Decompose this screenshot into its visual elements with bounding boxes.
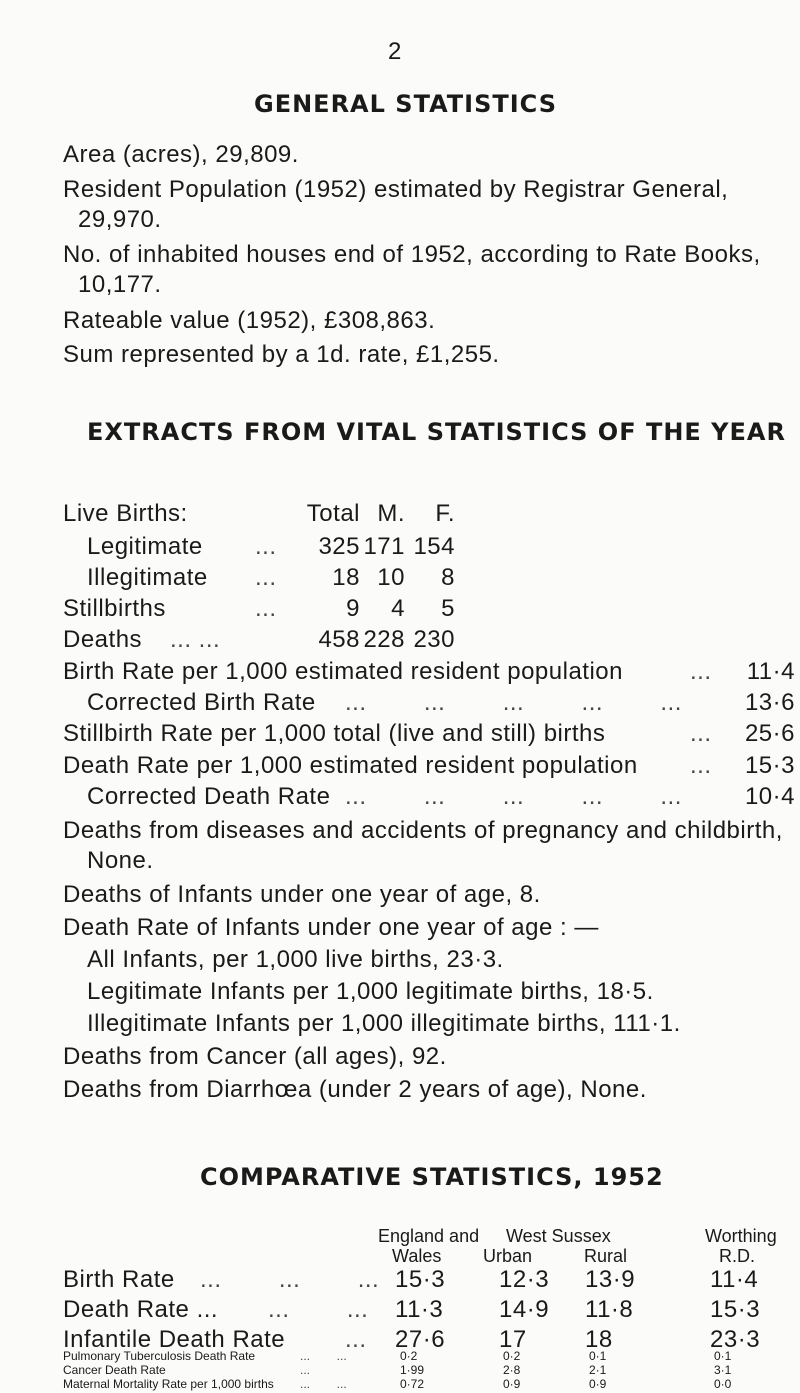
rate-value: 15·3 xyxy=(744,752,795,779)
comparative-row-dots: ... xyxy=(345,1326,367,1353)
vital-row-total: 325 xyxy=(318,533,360,560)
col-urban: Urban xyxy=(483,1246,533,1266)
comparative-rural-value: 13·9 xyxy=(585,1266,636,1293)
comparative-row-label: Pulmonary Tuberculosis Death Rate xyxy=(63,1349,256,1363)
rate-value: 25·6 xyxy=(744,720,795,747)
houses-value: 10,177. xyxy=(78,271,162,298)
vital-row-total: 18 xyxy=(332,564,360,591)
comparative-ew-value: 0·2 xyxy=(400,1349,418,1363)
col-rural: Rural xyxy=(584,1246,628,1266)
pregnancy-value: None. xyxy=(87,847,154,874)
rate-dots: ... xyxy=(690,720,712,747)
rate-label: Stillbirth Rate per 1,000 total (live and still) births xyxy=(63,720,606,747)
vital-row-f: 5 xyxy=(441,595,455,622)
comparative-worthing-value: 11·4 xyxy=(710,1266,759,1293)
vital-row-f: 230 xyxy=(413,626,455,653)
comparative-ew-value: 0·72 xyxy=(400,1377,425,1391)
penny-rate-line: Sum represented by a 1d. rate, £1,255. xyxy=(63,341,500,368)
comparative-urban-value: 12·3 xyxy=(499,1266,550,1293)
rate-dots: ... xyxy=(690,752,712,779)
comparative-row-dots: ... ... xyxy=(300,1377,347,1391)
population-value: 29,970. xyxy=(78,206,162,233)
comparative-row-label: Death Rate ... xyxy=(63,1296,219,1323)
col-worthing: Worthing xyxy=(705,1226,777,1246)
comparative-row-dots: ... ... xyxy=(300,1349,347,1363)
rate-value: 10·4 xyxy=(744,783,795,810)
legitimate-infants-line: Legitimate Infants per 1,000 legitimate births, 18·5. xyxy=(87,978,654,1005)
vital-row-total: 458 xyxy=(318,626,360,653)
vital-row-m: 171 xyxy=(363,533,405,560)
rate-label: Corrected Birth Rate xyxy=(87,689,316,716)
all-infants-line: All Infants, per 1,000 live births, 23·3. xyxy=(87,946,504,973)
vital-row-f: 154 xyxy=(413,533,455,560)
comparative-urban-value: 0·9 xyxy=(503,1377,521,1391)
vital-row-total: 9 xyxy=(346,595,360,622)
rate-dots: ... ... ... ... ... xyxy=(345,783,682,810)
comparative-ew-value: 27·6 xyxy=(395,1326,446,1353)
houses-line: No. of inhabited houses end of 1952, according to Rate Books, xyxy=(63,241,761,268)
rate-dots: ... xyxy=(690,658,712,685)
general-statistics-heading: GENERAL STATISTICS xyxy=(254,90,558,118)
vital-row-dots: ... xyxy=(255,595,277,622)
pregnancy-line: Deaths from diseases and accidents of pregnancy and childbirth, xyxy=(63,817,783,844)
col-england-wales-line2: Wales xyxy=(392,1246,442,1266)
comparative-urban-value: 2·8 xyxy=(503,1363,521,1377)
comparative-row-dots: ... ... ... xyxy=(200,1266,380,1293)
vital-row-f: 8 xyxy=(441,564,455,591)
col-f-header: F. xyxy=(435,500,455,527)
comparative-urban-value: 17 xyxy=(499,1326,527,1353)
population-line: Resident Population (1952) estimated by Registrar General, xyxy=(63,176,729,203)
comparative-row-label: Birth Rate xyxy=(63,1266,175,1293)
col-rd: R.D. xyxy=(719,1246,755,1266)
diarrhoea-deaths-line: Deaths from Diarrhœa (under 2 years of age), None. xyxy=(63,1076,647,1103)
comparative-urban-value: 14·9 xyxy=(499,1296,550,1323)
vital-row-m: 4 xyxy=(391,595,405,622)
rate-value: 11·4 xyxy=(746,658,795,685)
rateable-value-line: Rateable value (1952), £308,863. xyxy=(63,307,436,334)
vital-row-dots: ... ... xyxy=(170,626,221,653)
comparative-worthing-value: 3·1 xyxy=(714,1363,732,1377)
comparative-ew-value: 11·3 xyxy=(395,1296,444,1323)
area-line: Area (acres), 29,809. xyxy=(63,141,299,168)
rate-label: Death Rate per 1,000 estimated resident population xyxy=(63,752,638,779)
comparative-urban-value: 0·2 xyxy=(503,1349,521,1363)
vital-row-m: 228 xyxy=(363,626,405,653)
rate-value: 13·6 xyxy=(744,689,795,716)
comparative-worthing-value: 23·3 xyxy=(710,1326,761,1353)
rate-dots: ... ... ... ... ... xyxy=(345,689,682,716)
col-m-header: M. xyxy=(377,500,405,527)
vital-row-label: Stillbirths xyxy=(63,595,166,622)
comparative-worthing-value: 15·3 xyxy=(710,1296,761,1323)
vital-row-dots: ... xyxy=(255,533,277,560)
comparative-row-label: Cancer Death Rate xyxy=(63,1363,166,1377)
comparative-rural-value: 18 xyxy=(585,1326,613,1353)
comparative-ew-value: 15·3 xyxy=(395,1266,446,1293)
cancer-deaths-line: Deaths from Cancer (all ages), 92. xyxy=(63,1043,447,1070)
vital-statistics-heading: EXTRACTS FROM VITAL STATISTICS OF THE YEAR xyxy=(87,418,786,446)
infant-deaths-line: Deaths of Infants under one year of age, 8. xyxy=(63,881,541,908)
comparative-worthing-value: 0·0 xyxy=(714,1377,732,1391)
vital-row-dots: ... xyxy=(255,564,277,591)
col-england-wales-line1: England and xyxy=(378,1226,480,1246)
rate-label: Corrected Death Rate xyxy=(87,783,331,810)
comparative-rural-value: 2·1 xyxy=(589,1363,607,1377)
infant-rate-heading: Death Rate of Infants under one year of age : — xyxy=(63,914,599,941)
vital-row-label: Deaths xyxy=(63,626,143,653)
comparative-ew-value: 1·99 xyxy=(400,1363,425,1377)
comparative-statistics-heading: COMPARATIVE STATISTICS, 1952 xyxy=(200,1163,664,1191)
comparative-row-dots: ... ... xyxy=(268,1296,369,1323)
live-births-label: Live Births: xyxy=(63,500,188,527)
vital-row-label: Illegitimate xyxy=(87,564,208,591)
comparative-worthing-value: 0·1 xyxy=(714,1349,732,1363)
vital-row-label: Legitimate xyxy=(87,533,203,560)
page-number: 2 xyxy=(388,38,402,65)
comparative-row-label: Maternal Mortality Rate per 1,000 births xyxy=(63,1377,274,1391)
comparative-row-dots: ... xyxy=(300,1363,311,1377)
vital-row-m: 10 xyxy=(377,564,405,591)
col-total-header: Total xyxy=(306,500,360,527)
comparative-rural-value: 11·8 xyxy=(585,1296,634,1323)
illegitimate-infants-line: Illegitimate Infants per 1,000 illegitimate births, 111·1. xyxy=(87,1010,681,1037)
comparative-row-label: Infantile Death Rate xyxy=(63,1326,286,1353)
rate-label: Birth Rate per 1,000 estimated resident population xyxy=(63,658,623,685)
col-west-sussex: West Sussex xyxy=(506,1226,611,1246)
comparative-rural-value: 0·1 xyxy=(589,1349,607,1363)
comparative-rural-value: 0·9 xyxy=(589,1377,607,1391)
